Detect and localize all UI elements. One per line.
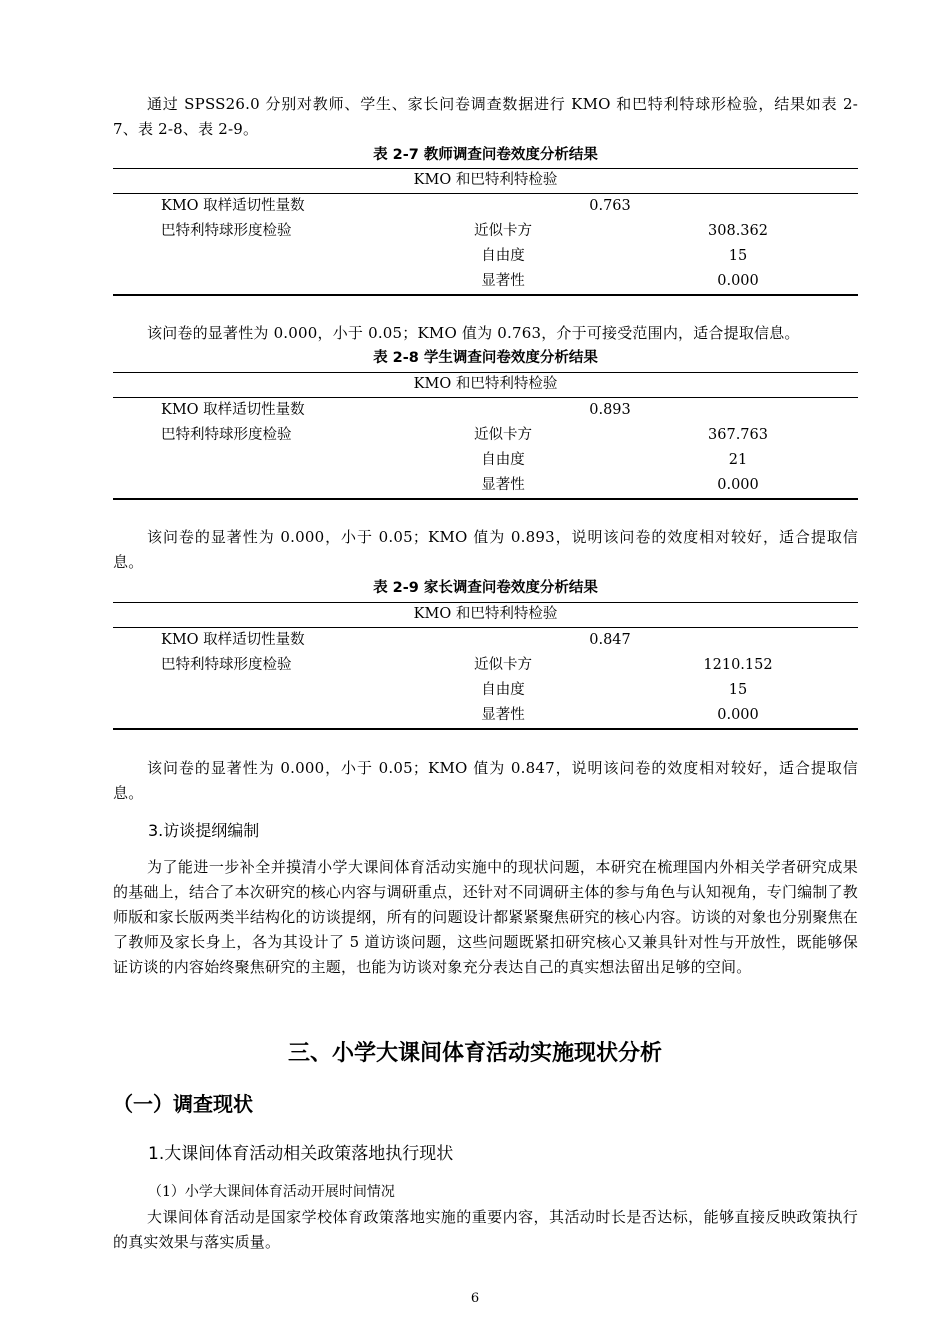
table-top-rule: [113, 602, 858, 603]
table-2-8: [113, 372, 858, 500]
table-header-rule: [113, 627, 858, 628]
sig-value: 0.000: [717, 477, 759, 493]
table-header: KMO 和巴特利特检验: [413, 172, 558, 188]
kmo-value: 0.847: [589, 632, 631, 648]
chi-value: 308.362: [708, 223, 768, 239]
table-2-7-caption: 表 2-7 教师调查问卷效度分析结果: [373, 147, 598, 163]
sig-value: 0.000: [717, 273, 759, 289]
kmo-value: 0.893: [589, 402, 631, 418]
final-paragraph: 大课间体育活动是国家学校体育政策落地实施的重要内容，其活动时长是否达标，能够直接反映政策执行的真实效果与落实质量。: [113, 1208, 858, 1251]
table-2-8-note: 该问卷的显著性为 0.000，小于 0.05；KMO 值为 0.893，说明该问卷的效度相对较好，适合提取信息。: [113, 528, 858, 571]
sig-label: 显著性: [481, 477, 525, 493]
item-heading: （1）小学大课间体育活动开展时间情况: [148, 1184, 395, 1200]
chi-value: 1210.152: [703, 657, 773, 673]
kmo-value: 0.763: [589, 198, 631, 214]
table-header-rule: [113, 397, 858, 398]
chi-label: 近似卡方: [474, 223, 532, 239]
subchapter-heading: （一）调查现状: [113, 1092, 253, 1116]
chi-value: 367.763: [708, 427, 768, 443]
bartlett-label: 巴特利特球形度检验: [161, 657, 292, 673]
chapter-heading: 三、小学大课间体育活动实施现状分析: [287, 1041, 662, 1066]
intro-paragraph: 通过 SPSS26.0 分别对教师、学生、家长问卷调查数据进行 KMO 和巴特利特球形检验，结果如表 2-7、表 2-8、表 2-9。: [113, 95, 858, 138]
table-header-rule: [113, 193, 858, 194]
kmo-label: KMO 取样适切性量数: [161, 632, 305, 648]
bartlett-label: 巴特利特球形度检验: [161, 427, 292, 443]
df-value: 15: [728, 682, 748, 698]
bartlett-label: 巴特利特球形度检验: [161, 223, 292, 239]
table-2-9-note: 该问卷的显著性为 0.000，小于 0.05；KMO 值为 0.847，说明该问卷的效度相对较好，适合提取信息。: [113, 759, 858, 802]
table-2-8-caption: 表 2-8 学生调查问卷效度分析结果: [373, 350, 598, 366]
table-top-rule: [113, 168, 858, 169]
table-header: KMO 和巴特利特检验: [413, 606, 558, 622]
df-label: 自由度: [481, 248, 525, 264]
subsection-heading: 1.大课间体育活动相关政策落地执行现状: [148, 1144, 454, 1164]
df-label: 自由度: [481, 452, 525, 468]
chi-label: 近似卡方: [474, 657, 532, 673]
section-heading: 3.访谈提纲编制: [148, 821, 260, 840]
table-2-9-caption: 表 2-9 家长调查问卷效度分析结果: [373, 580, 598, 596]
page-number: 6: [470, 1291, 480, 1306]
kmo-label: KMO 取样适切性量数: [161, 198, 305, 214]
table-2-7-note: 该问卷的显著性为 0.000，小于 0.05；KMO 值为 0.763，介于可接受范围内，适合提取信息。: [147, 324, 800, 342]
df-value: 15: [728, 248, 748, 264]
section-paragraph: 为了能进一步补全并摸清小学大课间体育活动实施中的现状问题，本研究在梳理国内外相关学者研究成果的基础上，结合了本次研究的核心内容与调研重点，还针对不同调研主体的参与角色与认知视角，专门编制了教师版和家长版两类半结构化的访谈提纲，所有的问题设计都紧紧聚焦研究的核心内容。访谈的对象也分别聚焦在了教师及家长身上，各为其设计了 5 道访谈问题，这些问题既紧扣研究核心又兼具针对性与开放性，既能够保证访谈的内容始终聚焦研究的主题，也能为访谈对象充分表达自己的真实想法留出足够的空间。: [113, 858, 858, 976]
df-value: 21: [728, 452, 748, 468]
chi-label: 近似卡方: [474, 427, 532, 443]
table-bottom-rule: [113, 728, 858, 730]
table-top-rule: [113, 372, 858, 373]
table-2-7: [113, 168, 858, 296]
kmo-label: KMO 取样适切性量数: [161, 402, 305, 418]
table-bottom-rule: [113, 498, 858, 500]
table-2-9: [113, 602, 858, 730]
sig-value: 0.000: [717, 707, 759, 723]
table-header: KMO 和巴特利特检验: [413, 376, 558, 392]
df-label: 自由度: [481, 682, 525, 698]
sig-label: 显著性: [481, 707, 525, 723]
sig-label: 显著性: [481, 273, 525, 289]
table-bottom-rule: [113, 294, 858, 296]
